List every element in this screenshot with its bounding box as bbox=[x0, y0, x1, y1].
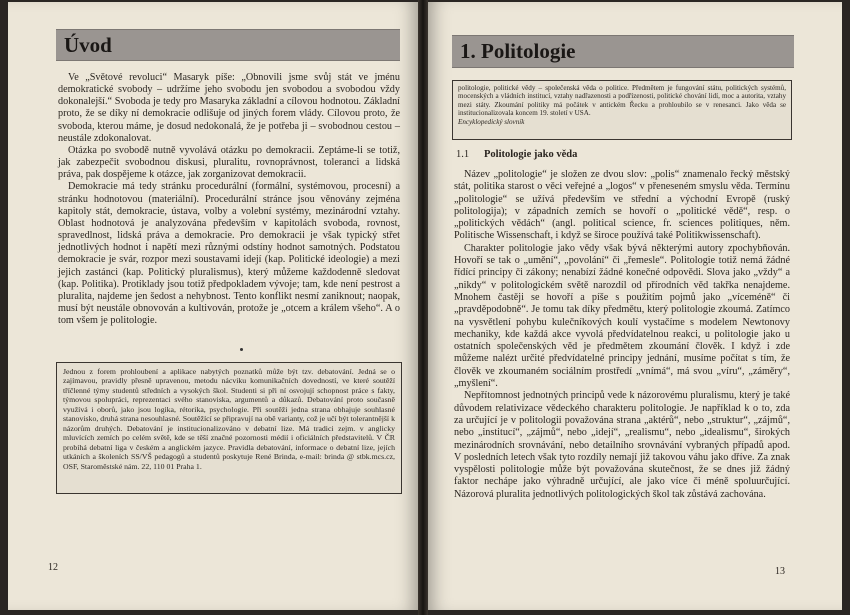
box-text: Jednou z forem prohloubení a aplikace nabytých poznatků může být tzv. debatování. Jedná se o zajímavou, pravidly přesně upravenou, metodu nácviku komunikačních dovedností, ve které soutěží tříčlenné týmy studentů středních a vysokých škol. Studenti si při ní osvojují schopnost práce s fakty, týmovou spolupráci, reprezentaci svého stanoviska, argumentů a důkazů. Debatování proto současně využívá i oborů, jako jsou logika, rétorika, psychologie. Při soutěži jedna strana obhajuje souhlasné stanovisko, druhá strana nesouhlasné. Soutěžící se připravují na obě varianty, což je učí být tolerantnější k názorům druhých. Debatování je institucionalizováno v debatní lize. Má tradici zejm. v anglicky mluvících zemích po celém světě, kde se těší značné pozornosti médií i oficiálních představitelů. V ČR probíhá debatní liga v českém a anglickém jazyce. Pravidla debatování, informace o debatní lize, jejích utkáních a školeních SS/VŠ pedagogů a studentů poskytuje René Brinda, e-mail: brinda @ stbk.mcs.cz, OSF, Staroměstské nám. 22, 110 01 Praha 1. bbox=[63, 367, 395, 471]
paragraph: Demokracie má tedy stránku procedurální (formální, systémovou, procesní) a stránku hodnotovou (materiální). Procedurální stránce jsou věnovány zejména kapitoly stát, demokracie, ústava, volby a volební systémy, mezinárodní vztahy. Oblast hodnotová je analyzována především v kapitolách svoboda, rovnost, spravedlnost, lidská práva a demokracie. Pro demokracii je však typický střet jednotlivých hodnot i napětí mezi různými odstíny hodnot samotných. Podstatou demokracie je svár, rozpor mezi soustavami idejí (kap. Politické ideologie) a mezi jejich zastánci (kap. Politický pluralismus), který můžeme každodenně sledovat (kap. Politika). Protiklady jsou totiž předpokladem vývoje; tam, kde není pestrost a pluralita, najdeme jen šedost a nehybnost. Tento konflikt nesmí zaniknout; naopak, musí být neustále obnovován a kultivován, protože je „otcem a králem všeho“. A o tom všem je politologie. bbox=[58, 181, 400, 327]
chapter-title-bar bbox=[56, 29, 400, 61]
definition-source: Encyklopedický slovník bbox=[458, 117, 525, 126]
chapter-title: Úvod bbox=[64, 33, 112, 57]
book-gutter bbox=[418, 0, 428, 615]
paragraph: Název „politologie“ je složen ze dvou slov: „polis“ znamenalo řecký městský stát, politika starost o věci veřejné a „logos“ v přeneseném smyslu věda. Termínu „politologie“ se užívá především ve střední a východní Evropě (ruský politologija); v západních zemích se hovoří o „politické vědě“, resp. o „politických vědách“ (angl. political science, fr. sciences politiques, něm. Politische Wissenschaft, i když se široce používá také Politikwissenschaft). bbox=[454, 169, 790, 242]
page-number: 13 bbox=[775, 566, 785, 577]
politology-text bbox=[454, 169, 790, 501]
paragraph: Ve „Světové revoluci“ Masaryk píše: „Obnovili jsme svůj stát ve jménu demokratické svobody – udržíme jeho svobodu jen svobodou a svobodou vždy dokonalejší.“ Svoboda je tedy pro Masaryka základní a cílovou hodnotou. Základní proto, že se díky ní demokracie odlišuje od jiných forem vlády. Cílovou proto, že svoboda, kterou máme, je dosud nedokonalá, že je potřeba ji – svobodnou cestou – neustále zdokonalovat. bbox=[58, 72, 400, 144]
section-number: 1.1 bbox=[456, 149, 470, 160]
chapter-title-bar bbox=[452, 35, 794, 68]
section-heading bbox=[456, 149, 577, 160]
chapter-title: 1. Politologie bbox=[460, 39, 576, 63]
left-page bbox=[8, 2, 418, 610]
page-number: 12 bbox=[48, 562, 58, 573]
paragraph: Charakter politologie jako vědy však bývá některými autory zpochybňován. Hovoří se tak o „umění“, „povolání“ či „řemesle“. Politologie totiž nemá žádné řídící principy či zákony; nenabízí žádné konečné odpovědi. Slova jako „vždy“ a „nikdy“ v politologickém světě narozdíl od přírodních věd takřka nenajdeme. Mnohem častěji se hovoří a píše s použitím pojmů jako „víceméně“ či „pravděpodobně“. Je tomu tak díky předmětu, který politologie zkoumá. Zatímco na vysvětlení pohybu kulečníkových koulí vystačíme s modelem Newtonovy mechaniky, kde každá akce vyvolá předvídatelnou reakci, u politologie jako u ostatních společenských věd je předmětem zkoumání člověk. I když i zde můžeme nalézt určité předvídatelné principy jednání, musíme počítat s tím, že člověk ve zkoumaném sociálním prostředí „vnímá“, má svou „víru“, „záměry“, „myšlení“. bbox=[454, 242, 790, 390]
definition-box bbox=[452, 80, 792, 140]
right-page bbox=[428, 2, 842, 610]
debate-info-box bbox=[56, 362, 402, 494]
paragraph: Otázka po svobodě nutně vyvolává otázku po demokracii. Zeptáme-li se totiž, jak zabezpečit svobodnou diskusi, pluralitu, rovnoprávnost, toleranci a lidská práva, pak dospějeme k otázce, jak zorganizovat demokracii. bbox=[58, 144, 400, 181]
section-title: Politologie jako věda bbox=[484, 149, 578, 160]
decorative-dot bbox=[240, 348, 243, 351]
paragraph: Nepřítomnost jednotných principů vede k názorovému pluralismu, který je také důvodem relativizace vědeckého charakteru politologie. Je například k o to, zda za určující je v politologii považována strana „aktérů“, nebo „struktur“, „zájmů“, nebo „institucí“, „zájmů“, nebo „idejí“, „realismu“, nebo „idealismu“, širokých mezinárodních srovnávání, nebo detailního srovnávání vybraných případů apod. V posledních letech však tyto rozdíly nemají již takovou váhu jako dříve. Za znak vyspělosti politologie může být považována skutečnost, že se dnes již žádný faktor nechápe jako výhradně určující, ale jako více či méně spoluurčující. Názorová pluralita jednotlivých politologických škol tak zůstává zachována. bbox=[454, 390, 790, 500]
intro-text bbox=[58, 72, 400, 327]
definition-text: politologie, politické vědy – společenská věda o politice. Předmětem je fungování státu, politických systémů, mocenských a vládních institucí, vztahy nadřazenosti a podřízenosti, politické chování lidí, moc a autorita, vztahy mezi státy. Zkoumání politiky má počátek v antickém Řecku a prohloubilo se v renesanci. Jako věda se institucionalizovala koncem 19. století v USA. bbox=[458, 84, 786, 118]
